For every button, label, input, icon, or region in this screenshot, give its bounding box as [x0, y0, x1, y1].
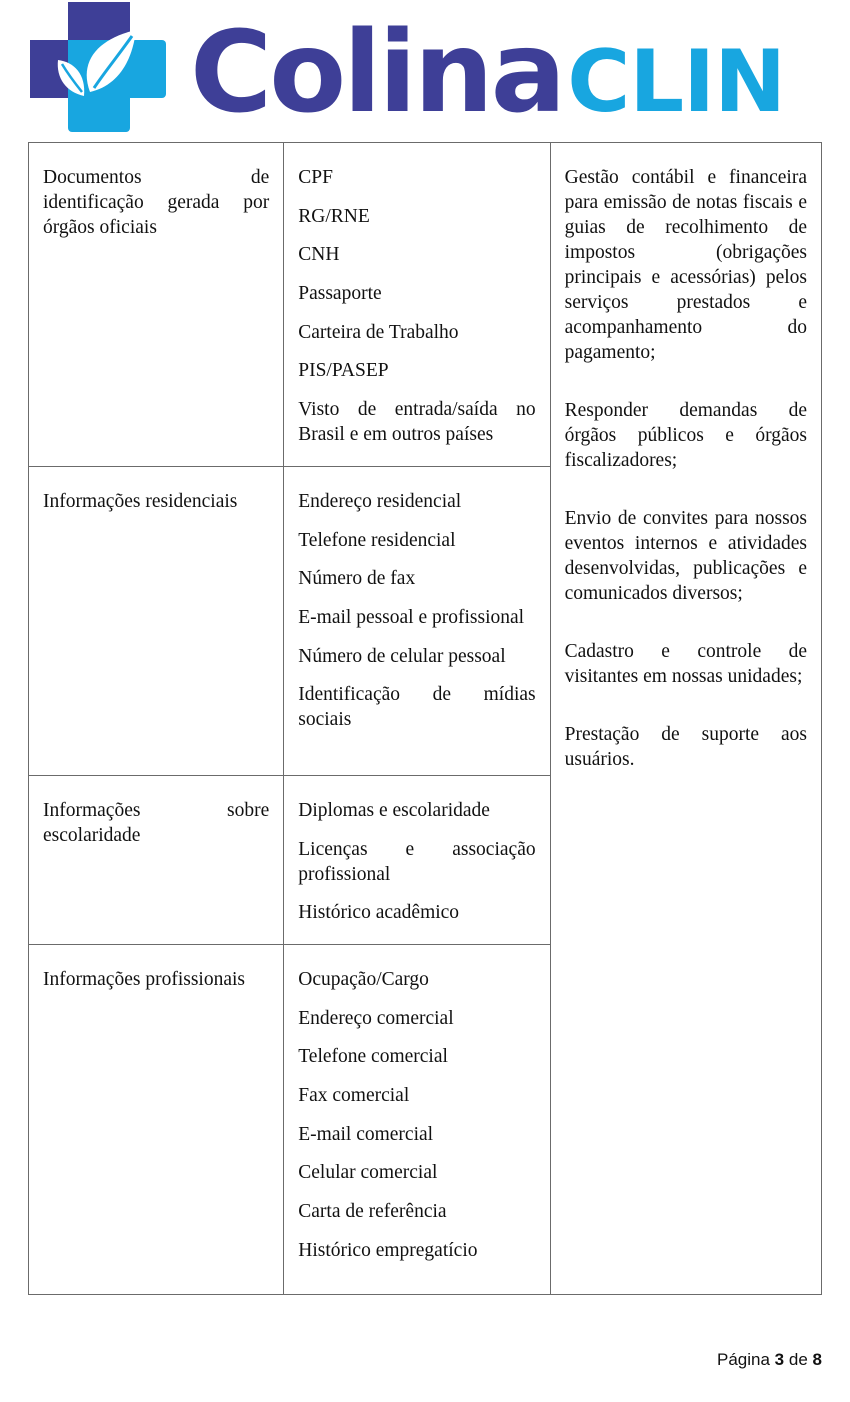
list-item: CPF [298, 167, 333, 188]
logo-wordmark [190, 8, 785, 138]
list-item: Carteira de Trabalho [298, 321, 459, 343]
purpose-item: Cadastro e controle de visitantes em nossas unidades; [564, 641, 807, 687]
list-item: Telefone comercial [298, 1046, 448, 1068]
list-item: E-mail pessoal e profissional [298, 607, 525, 629]
purposes-cell [550, 143, 821, 1295]
category-cell [29, 945, 284, 1295]
page-label: Página [717, 1350, 770, 1369]
of-label: de [788, 1350, 808, 1369]
items-cell [284, 776, 550, 945]
list-item: Número de fax [298, 568, 416, 590]
list-item: RG/RNE [298, 205, 370, 227]
category-label: Informações profissionais [43, 969, 245, 990]
list-item: Carta de referência [298, 1201, 447, 1223]
category-cell [29, 776, 284, 945]
list-item: E-mail comercial [298, 1123, 434, 1145]
category-label: Informações sobre escolaridade [43, 800, 270, 846]
list-item: Histórico acadêmico [298, 902, 460, 924]
list-item: Número de celular pessoal [298, 645, 506, 667]
list-item: Histórico empregatício [298, 1239, 478, 1261]
list-item: PIS/PASEP [298, 360, 389, 382]
list-item: Diplomas e escolaridade [298, 800, 490, 821]
list-item: Celular comercial [298, 1162, 438, 1184]
list-item: Telefone residencial [298, 529, 456, 551]
list-item: Identificação de mídias sociais [298, 684, 536, 731]
page-number [717, 1350, 822, 1370]
items-cell [284, 467, 550, 776]
list-item: Visto de entrada/saída no Brasil e em outros países [298, 399, 536, 446]
table-row [29, 143, 822, 467]
purpose-item: Responder demandas de órgãos públicos e órgãos fiscalizadores; [564, 400, 807, 471]
purpose-item: Gestão contábil e financeira para emissão de notas fiscais e guias de recolhimento de impostos (obrigações principais e acessórias) pelos serviços prestados e acompanhamento do pagamento; [564, 167, 807, 363]
list-item: Fax comercial [298, 1085, 410, 1107]
logo-text-accent: CLIN [567, 32, 786, 132]
list-item: Endereço comercial [298, 1007, 454, 1029]
category-label: Informações residenciais [43, 491, 238, 512]
items-cell [284, 945, 550, 1295]
medical-cross-leaf-icon [28, 0, 168, 134]
list-item: CNH [298, 244, 340, 266]
personal-data-table [28, 142, 822, 1295]
current-page: 3 [774, 1350, 785, 1369]
items-cell [284, 143, 550, 467]
category-cell [29, 467, 284, 776]
category-label: Documentos de identificação gerada por órgãos oficiais [43, 167, 270, 238]
list-item: Endereço residencial [298, 491, 462, 512]
list-item: Passaporte [298, 283, 382, 305]
total-pages: 8 [812, 1350, 822, 1369]
category-cell [29, 143, 284, 467]
company-logo [28, 0, 828, 138]
purpose-item: Prestação de suporte aos usuários. [564, 724, 807, 770]
list-item: Ocupação/Cargo [298, 969, 429, 990]
logo-text-primary: Colina [190, 8, 564, 138]
list-item: Licenças e associação profissional [298, 838, 536, 885]
purpose-item: Envio de convites para nossos eventos internos e atividades desenvolvidas, publicações e comunicados diversos; [564, 508, 807, 604]
